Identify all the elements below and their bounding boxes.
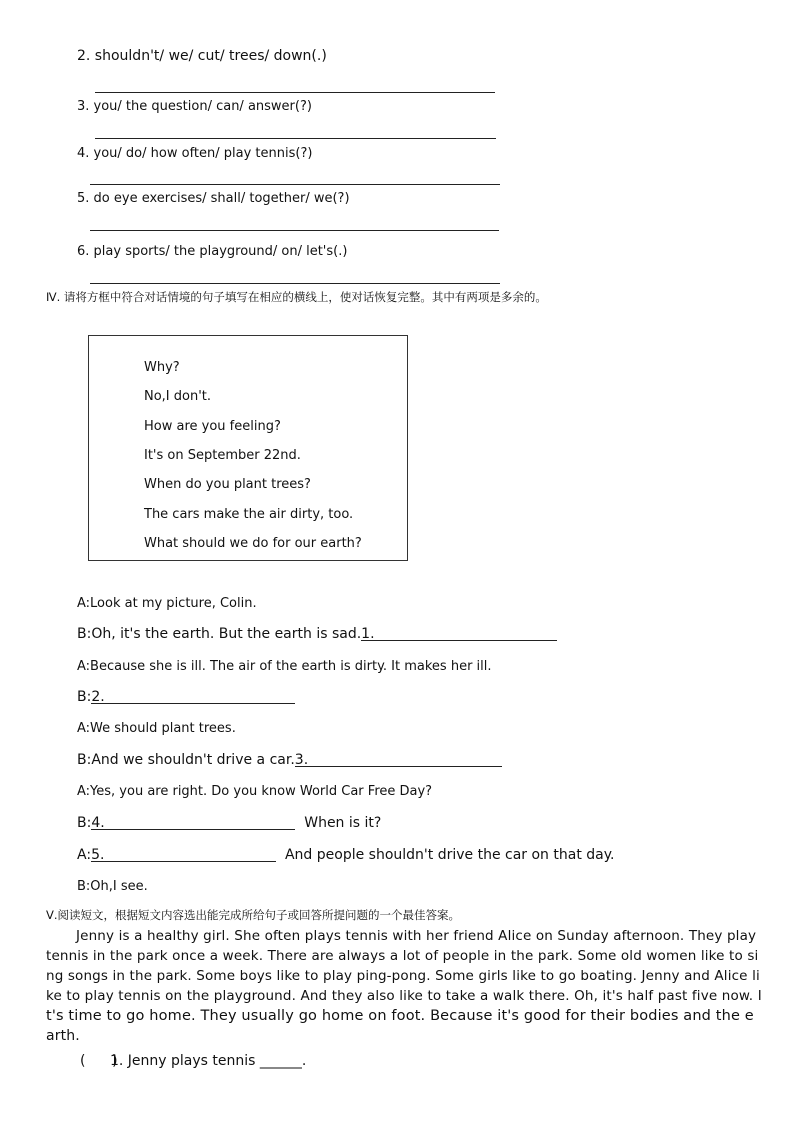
dialogue-line-10: B:Oh,I see. (77, 879, 148, 894)
dialogue-text: B:And we shouldn't drive a car. (77, 752, 295, 768)
option-2: No,I don't. (144, 389, 212, 404)
answer-line-3[interactable] (95, 138, 496, 139)
blank-number: 4. (91, 815, 105, 831)
answer-line-5[interactable] (90, 230, 499, 231)
answer-line-4[interactable] (90, 184, 500, 185)
passage-line: ke to play tennis on the playground. And they also like to take a walk there. Oh, it's half past five now. I (46, 988, 762, 1004)
passage-line: Jenny is a healthy girl. She often plays tennis with her friend Alice on Sunday afternoon. They play (76, 928, 757, 944)
dialogue-line-9 (77, 847, 614, 863)
dialogue-text: B: (77, 815, 92, 831)
dialogue-line-2 (77, 626, 557, 642)
passage-line: t's time to go home. They usually go home on foot. Because it's good for their bodies and the e (46, 1008, 754, 1024)
blank-number: 5. (91, 847, 105, 863)
blank-1[interactable] (361, 626, 557, 641)
blank-number: 2. (91, 689, 105, 705)
option-6: The cars make the air dirty, too. (144, 507, 354, 522)
option-4: It's on September 22nd. (144, 448, 301, 463)
dialogue-line-5: A:We should plant trees. (77, 721, 236, 736)
dialogue-line-4 (77, 689, 295, 705)
item-5: 5. do eye exercises/ shall/ together/ we(?) (77, 191, 350, 206)
blank-5[interactable] (91, 847, 276, 862)
blank-3[interactable] (295, 752, 502, 767)
item-4: 4. you/ do/ how often/ play tennis(?) (77, 146, 313, 161)
option-5: When do you plant trees? (144, 477, 311, 492)
item-2: 2. shouldn't/ we/ cut/ trees/ down(.) (77, 48, 327, 64)
dialogue-line-6 (77, 752, 502, 768)
answer-line-6[interactable] (90, 283, 500, 284)
blank-number: 1. (361, 626, 375, 642)
dialogue-text: A: (77, 847, 92, 863)
passage-line: ng songs in the park. Some boys like to play ping-pong. Some girls like to go boating. Jenny and Alice li (46, 968, 760, 984)
passage-line: arth. (46, 1028, 80, 1044)
blank-2[interactable] (91, 689, 295, 704)
blank-number: 3. (294, 752, 309, 768)
dialogue-line-8 (77, 815, 381, 831)
dialogue-text: When is it? (295, 815, 382, 831)
dialogue-line-1: A:Look at my picture, Colin. (77, 596, 257, 611)
question-1-text: 1. Jenny plays tennis ______. (110, 1053, 307, 1069)
blank-4[interactable] (91, 815, 295, 830)
passage-line: tennis in the park once a week. There are always a lot of people in the park. Some old women like to si (46, 948, 759, 964)
answer-line-2[interactable] (95, 92, 495, 93)
option-1: Why? (144, 360, 180, 375)
option-3: How are you feeling? (144, 419, 281, 434)
dialogue-line-3: A:Because she is ill. The air of the earth is dirty. It makes her ill. (77, 659, 492, 674)
option-7: What should we do for our earth? (144, 536, 362, 551)
dialogue-text: B: (77, 689, 92, 705)
section-5-heading: Ⅴ.阅读短文，根据短文内容选出能完成所给句子或回答所提问题的一个最佳答案。 (46, 908, 461, 922)
section-4-heading: Ⅳ. 请将方框中符合对话情境的句子填写在相应的横线上，使对话恢复完整。其中有两项是多余的。 (46, 290, 547, 304)
dialogue-text: And people shouldn't drive the car on that day. (276, 847, 615, 863)
dialogue-text: B:Oh, it's the earth. But the earth is sad. (77, 626, 362, 642)
reading-passage (46, 926, 762, 1046)
item-3: 3. you/ the question/ can/ answer(?) (77, 99, 312, 114)
item-6: 6. play sports/ the playground/ on/ let's(.) (77, 244, 348, 259)
question-1-bracket[interactable]: ( ) (80, 1053, 118, 1069)
dialogue-line-7: A:Yes, you are right. Do you know World Car Free Day? (77, 784, 433, 799)
